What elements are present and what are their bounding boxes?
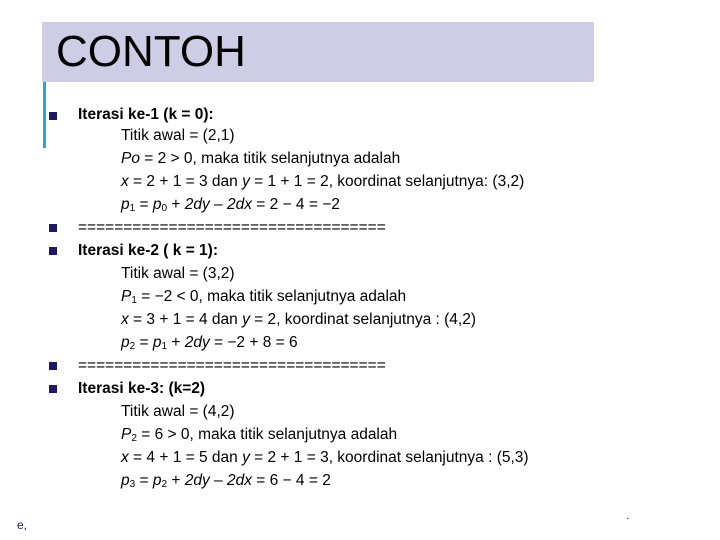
- iter3-eq-result: = 6 − 4 = 2: [251, 472, 331, 489]
- accent-line: [43, 82, 46, 148]
- iter2-eq-eq: =: [135, 334, 153, 351]
- iter2-eq-2dy: 2dy: [184, 334, 210, 351]
- iter2-eq-plus: +: [167, 334, 185, 351]
- iter3-titik-awal: Titik awal = (4,2): [121, 403, 235, 420]
- iter1-p-text: = 2 > 0, maka titik selanjutnya adalah: [139, 150, 401, 167]
- footer-mark: e,: [17, 518, 28, 532]
- iter3-eq-sub2: 2: [161, 479, 168, 490]
- iter3-eq-p: p: [121, 472, 130, 489]
- iter1-eq-plus: +: [167, 196, 185, 213]
- slide-title: CONTOH: [56, 27, 246, 76]
- bullet-marker: [49, 112, 57, 120]
- bullet-marker: [49, 247, 57, 255]
- iter1-heading: Iterasi ke-1 (k = 0):: [78, 106, 214, 123]
- iter1-eq-line: [121, 195, 340, 215]
- iter1-x-text: = 2 + 1 = 3 dan: [128, 173, 243, 190]
- iter3-x-var: x: [121, 449, 129, 466]
- iter1-titik-awal: Titik awal = (2,1): [121, 127, 235, 144]
- iter3-eq-sub3: 3: [129, 479, 136, 490]
- iter1-p-line: [121, 149, 400, 169]
- iter3-eq-plus: +: [167, 472, 185, 489]
- iter3-eq-2dy: 2dy: [184, 472, 210, 489]
- iter2-eq-sub2: 2: [129, 341, 136, 352]
- bullet-marker: [49, 385, 57, 393]
- iter1-eq-sub1: 1: [129, 203, 136, 214]
- iter3-p-line: [121, 425, 397, 445]
- iter3-p-sub: 2: [131, 433, 137, 444]
- iter1-y-text: = 1 + 1 = 2, koordinat selanjutnya: (3,2): [249, 173, 525, 190]
- iter2-y-var: y: [242, 311, 250, 328]
- iter1-eq-2dy: 2dy: [184, 196, 210, 213]
- iter2-y-text: = 2, koordinat selanjutnya : (4,2): [249, 311, 477, 328]
- iter1-eq-sub0: 0: [161, 203, 168, 214]
- iter1-eq-eq: =: [135, 196, 153, 213]
- bullet-marker: [49, 362, 57, 370]
- iter2-heading: Iterasi ke-2 ( k = 1):: [78, 242, 218, 259]
- iter1-xy-line: [121, 172, 524, 192]
- iter3-p-var: P: [121, 426, 132, 443]
- footer-dot: ·: [626, 513, 630, 524]
- iter2-x-text: = 3 + 1 = 4 dan: [128, 311, 243, 328]
- iter3-eq-line: [121, 471, 331, 491]
- iter1-eq-2dx: 2dx: [226, 196, 252, 213]
- bullet-marker: [49, 224, 57, 232]
- iter3-eq-eq: =: [135, 472, 153, 489]
- iter2-eq-line: [121, 333, 298, 353]
- iter3-y-text: = 2 + 1 = 3, koordinat selanjutnya : (5,3): [249, 449, 529, 466]
- iter2-eq-p: p: [121, 334, 130, 351]
- iter3-x-text: = 4 + 1 = 5 dan: [128, 449, 243, 466]
- iter3-eq-2dx: 2dx: [226, 472, 252, 489]
- iter1-eq-p0: p: [152, 196, 162, 213]
- iter1-eq-minus: –: [209, 196, 227, 213]
- iter2-xy-line: [121, 310, 476, 330]
- separator-2: ==================================: [78, 357, 386, 374]
- iter2-titik-awal: Titik awal = (3,2): [121, 265, 235, 282]
- iter3-eq-minus: –: [209, 472, 227, 489]
- iter1-p-var: Po: [121, 150, 140, 167]
- iter3-eq-p2: p: [152, 472, 162, 489]
- iter2-p-text: = −2 < 0, maka titik selanjutnya adalah: [136, 288, 407, 305]
- title-bar: [42, 22, 594, 82]
- iter1-x-var: x: [121, 173, 129, 190]
- iter3-p-text: = 6 > 0, maka titik selanjutnya adalah: [136, 426, 398, 443]
- iter3-y-var: y: [242, 449, 250, 466]
- iter2-p-sub: 1: [131, 295, 137, 306]
- iter2-eq-p1: p: [152, 334, 162, 351]
- iter1-eq-p: p: [121, 196, 130, 213]
- iter2-p-var: P: [121, 288, 132, 305]
- iter1-eq-result: = 2 − 4 = −2: [251, 196, 340, 213]
- iter3-heading: Iterasi ke-3: (k=2): [78, 380, 206, 397]
- iter1-y-var: y: [242, 173, 250, 190]
- separator-1: ==================================: [78, 219, 386, 236]
- iter2-p-line: [121, 287, 406, 307]
- iter3-xy-line: [121, 448, 529, 468]
- iter2-eq-result: = −2 + 8 = 6: [209, 334, 298, 351]
- iter2-x-var: x: [121, 311, 129, 328]
- iter2-eq-sub1: 1: [161, 341, 168, 352]
